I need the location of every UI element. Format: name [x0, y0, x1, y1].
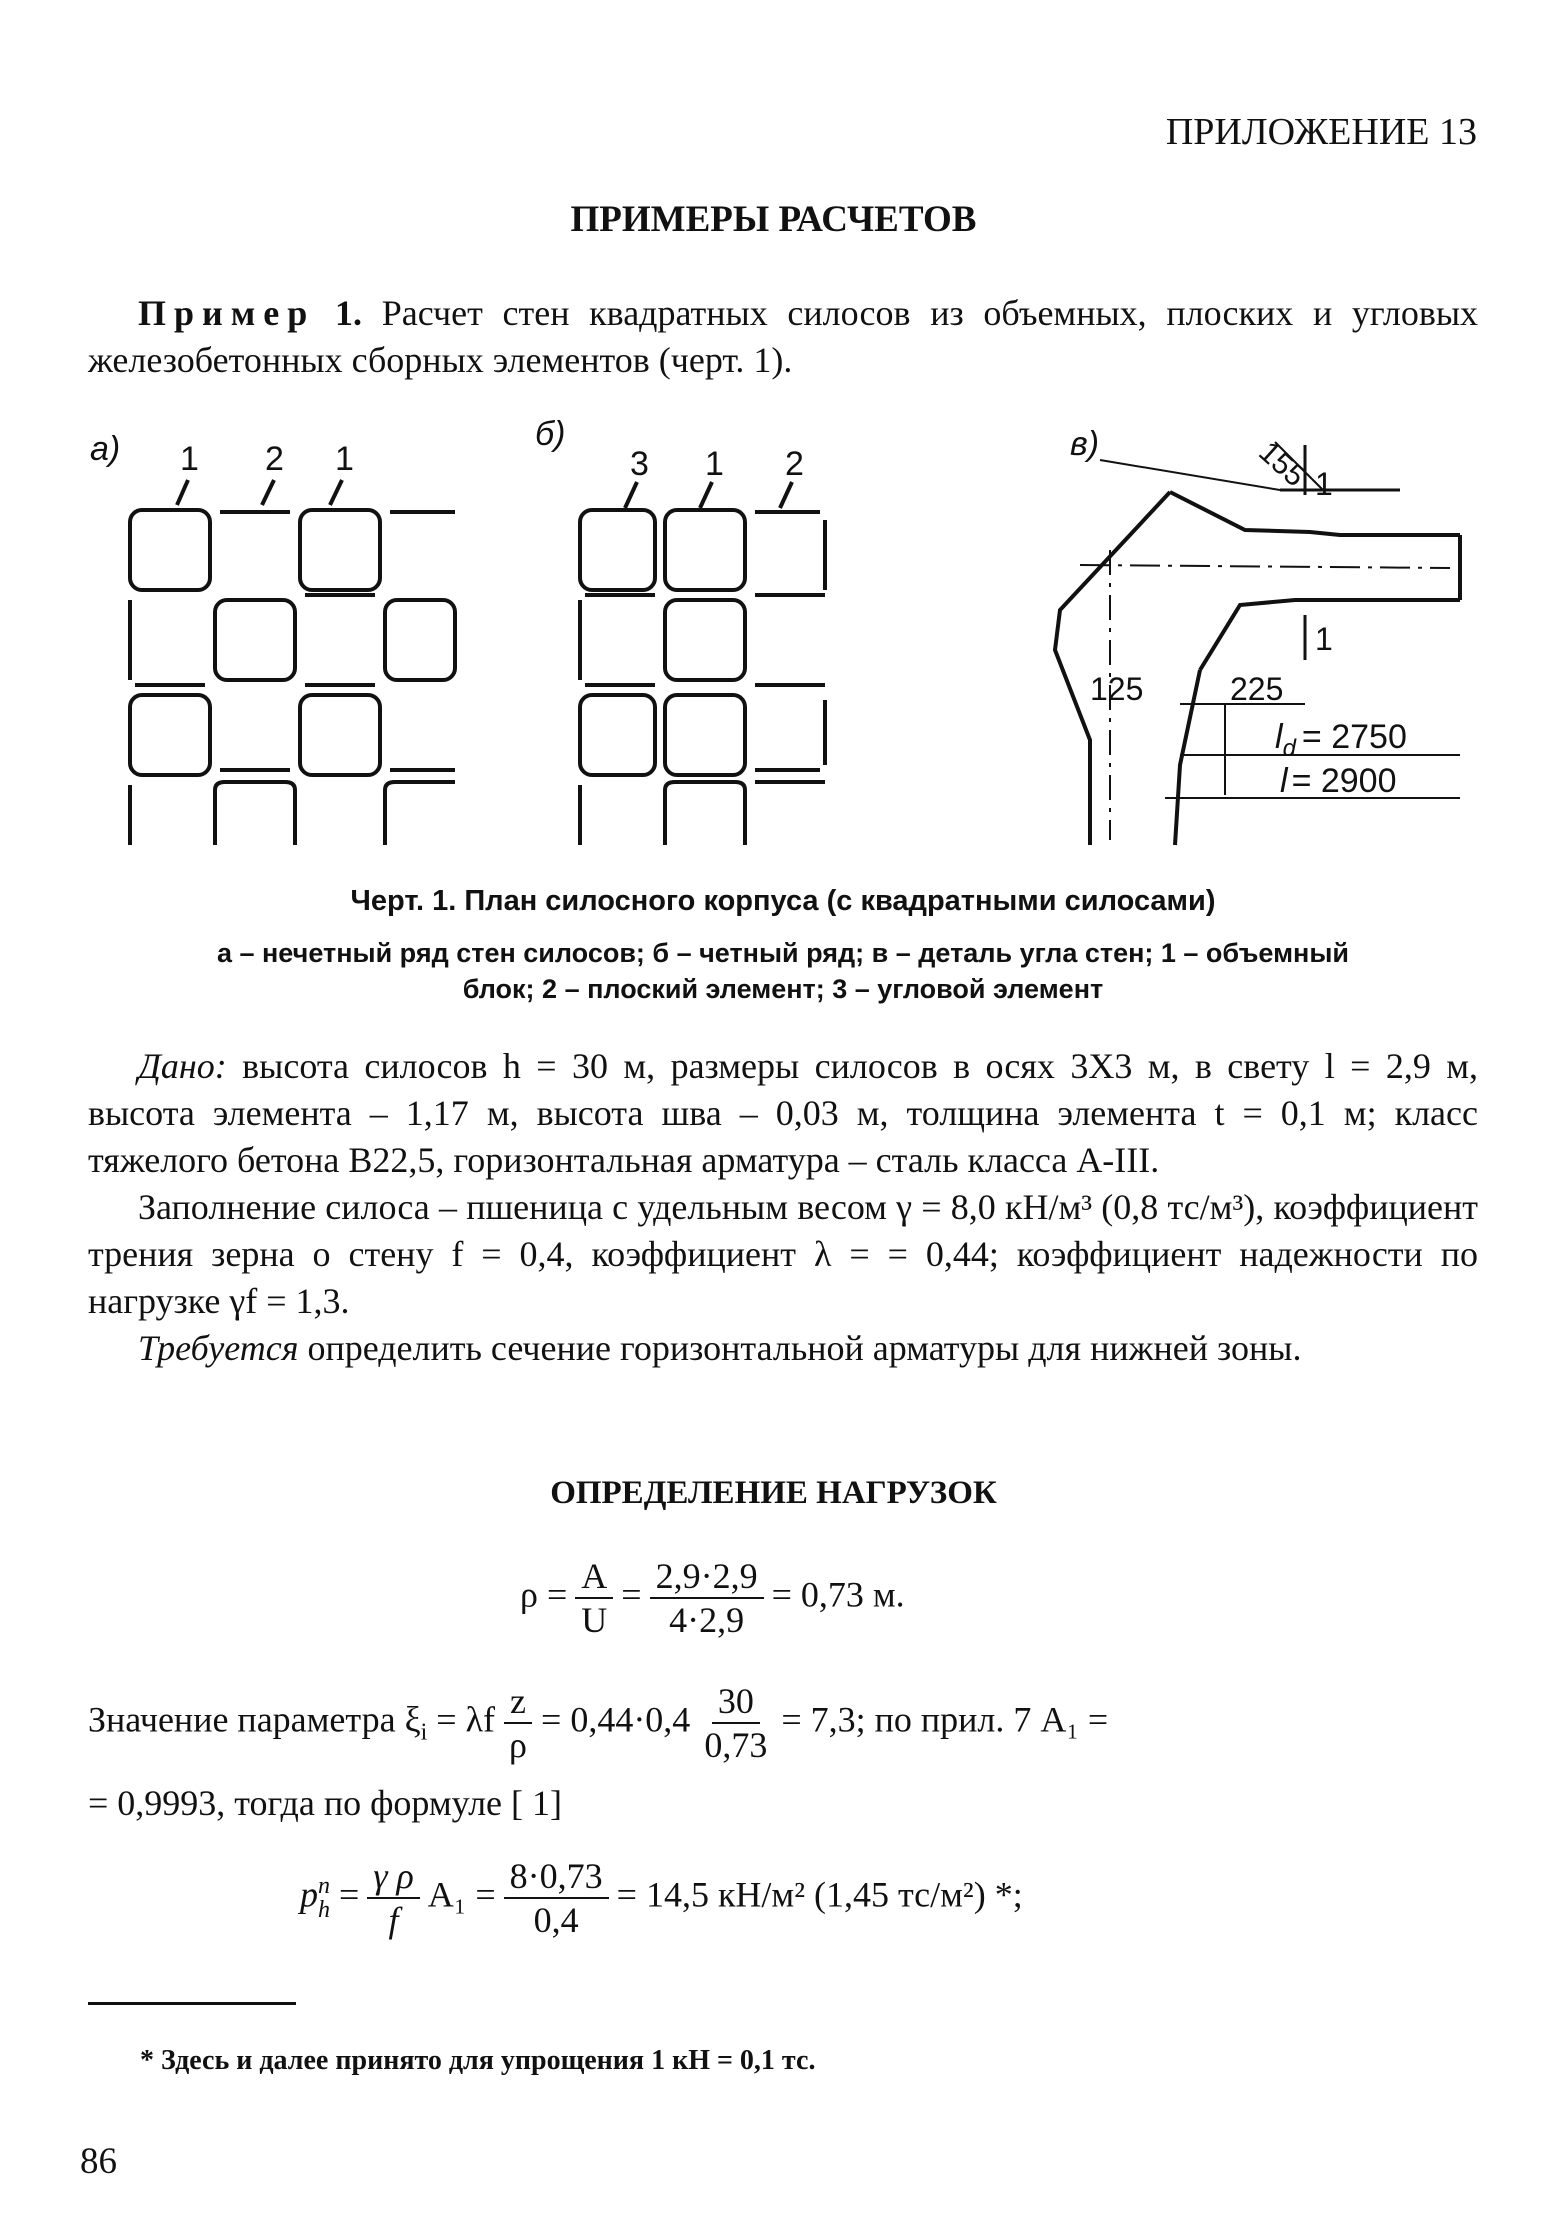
legend-line-1: а – нечетный ряд стен силосов; б – четный ряд; в – деталь угла стен; 1 – объемный [216, 938, 1350, 968]
section-mark-top: 1 [1315, 466, 1333, 502]
example-text: Расчет стен квадратных силосов из объемных, плоских и угловых железобетонных сборных элементов (черт. 1). [88, 293, 1479, 380]
dim-l [1280, 762, 1397, 800]
frac-den: f [388, 1900, 399, 1940]
frac-num: 8·0,73 [504, 1855, 609, 1899]
panel-a-num-2: 2 [265, 440, 284, 478]
section-heading: ОПРЕДЕЛЕНИЕ НАГРУЗОК [550, 1475, 997, 1511]
example-paragraph [88, 290, 1478, 384]
frac-den: U [581, 1600, 608, 1640]
figure-legend [88, 935, 1478, 1007]
panel-a-num-1: 1 [180, 440, 199, 478]
p-sub: h [318, 1897, 330, 1923]
frac-num: z [504, 1680, 532, 1724]
xi-prefix: Значение параметра ξ [88, 1699, 421, 1740]
p-mid: A₁ = [427, 1874, 496, 1915]
footnote: * Здесь и далее принято для упрощения 1 кН = 0,1 тс. [140, 2045, 816, 2076]
given-text: высота силосов h = 30 м, размеры силосов в осях 3Х3 м, в свету l = 2,9 м, высота элемента – 1,17 м, высота шва – 0,03 м, толщина элемента t = 0,1 м; класс тяжелого бетона В22,5, горизонтальная арматура – сталь класса А-III. [88, 1046, 1478, 1180]
panel-b-num-2: 1 [705, 445, 724, 483]
section-mark-bottom: 1 [1315, 621, 1333, 657]
ld-value: = 2750 [1301, 718, 1407, 756]
panel-a-num-3: 1 [335, 440, 354, 478]
p-eq: = [339, 1874, 360, 1915]
formula-xi [88, 1680, 1478, 1766]
xi-mid2: = 0,44·0,4 [541, 1699, 691, 1740]
frac-den: 4·2,9 [669, 1600, 745, 1640]
appendix-heading: ПРИЛОЖЕНИЕ 13 [1165, 111, 1477, 153]
frac-num: γ ρ [367, 1855, 419, 1899]
xi-sub: i [420, 1719, 428, 1746]
fill-text: Заполнение силоса – пшеница с удельным весом γ = 8,0 кН/м³ (0,8 тс/м³), коэффициент трения зерна о стену f = 0,4, коэффициент λ = = 0,44; коэффициент надежности по нагрузке γf = 1,3. [88, 1187, 1478, 1321]
l-value: = 2900 [1291, 762, 1397, 800]
required-text: определить сечение горизонтальной арматуры для нижней зоны. [307, 1328, 1302, 1368]
frac-num: 2,9·2,9 [650, 1555, 764, 1599]
panel-b-num-3: 2 [785, 445, 804, 483]
panel-label-c: в) [1070, 425, 1100, 463]
footnote-rule [88, 2002, 296, 2005]
formula-eq: = [621, 1574, 642, 1615]
fraction-values [650, 1555, 764, 1641]
formula-rho-result: = 0,73 м. [771, 1574, 905, 1615]
given-block [88, 1043, 1478, 1372]
page-number: 86 [80, 2141, 117, 2182]
required-label: Требуется [138, 1328, 299, 1368]
ld-symbol: l [1275, 718, 1283, 756]
frac-den: 0,73 [704, 1725, 768, 1765]
panel-label-a: а) [90, 430, 121, 468]
frac-num: 30 [712, 1680, 760, 1724]
frac-den: 0,4 [533, 1900, 579, 1940]
fraction-30-073 [698, 1680, 773, 1766]
fraction-a-u [575, 1555, 613, 1641]
given-label: Дано: [138, 1046, 227, 1086]
figure-1 [80, 420, 1480, 880]
l-symbol: l [1280, 762, 1288, 800]
xi-result: = 7,3; по прил. 7 A₁ = [781, 1699, 1109, 1740]
dim-ld [1275, 718, 1407, 762]
p-symbol: p [300, 1874, 318, 1915]
example-label: Пример [138, 293, 316, 333]
xi-mid: = λf [436, 1699, 496, 1740]
example-number: 1. [335, 293, 363, 333]
fraction-8-073-04 [504, 1855, 609, 1941]
formula-rho-lhs: ρ = [520, 1574, 568, 1615]
legend-line-2: блок; 2 – плоский элемент; 3 – угловой элемент [462, 974, 1104, 1004]
formula-pressure [300, 1855, 1023, 1941]
fraction-z-rho [503, 1680, 533, 1766]
p-indices [318, 1874, 330, 1922]
p-sup: n [318, 1873, 330, 1899]
panel-b-grid [580, 482, 825, 845]
panel-b-num-1: 3 [630, 445, 649, 483]
dim-125: 125 [1090, 671, 1144, 707]
frac-num: A [575, 1555, 613, 1599]
formula-xi-line2: = 0,9993, тогда по формуле [ 1] [88, 1783, 562, 1823]
page-title: ПРИМЕРЫ РАСЧЕТОВ [570, 199, 977, 240]
dim-155: 155 [1252, 435, 1312, 494]
fraction-gamma-rho-f [367, 1855, 419, 1941]
figure-caption: Черт. 1. План силосного корпуса (с квадратными силосами) [350, 885, 1216, 917]
frac-den: ρ [509, 1725, 528, 1765]
dim-225: 225 [1230, 671, 1284, 707]
panel-label-b: б) [535, 420, 566, 453]
ld-subscript: d [1282, 735, 1296, 762]
panel-a-grid [130, 480, 455, 845]
panel-c-corner-detail [1055, 442, 1460, 845]
formula-rho [520, 1555, 905, 1641]
p-result: = 14,5 кН/м² (1,45 тс/м²) *; [616, 1874, 1023, 1915]
